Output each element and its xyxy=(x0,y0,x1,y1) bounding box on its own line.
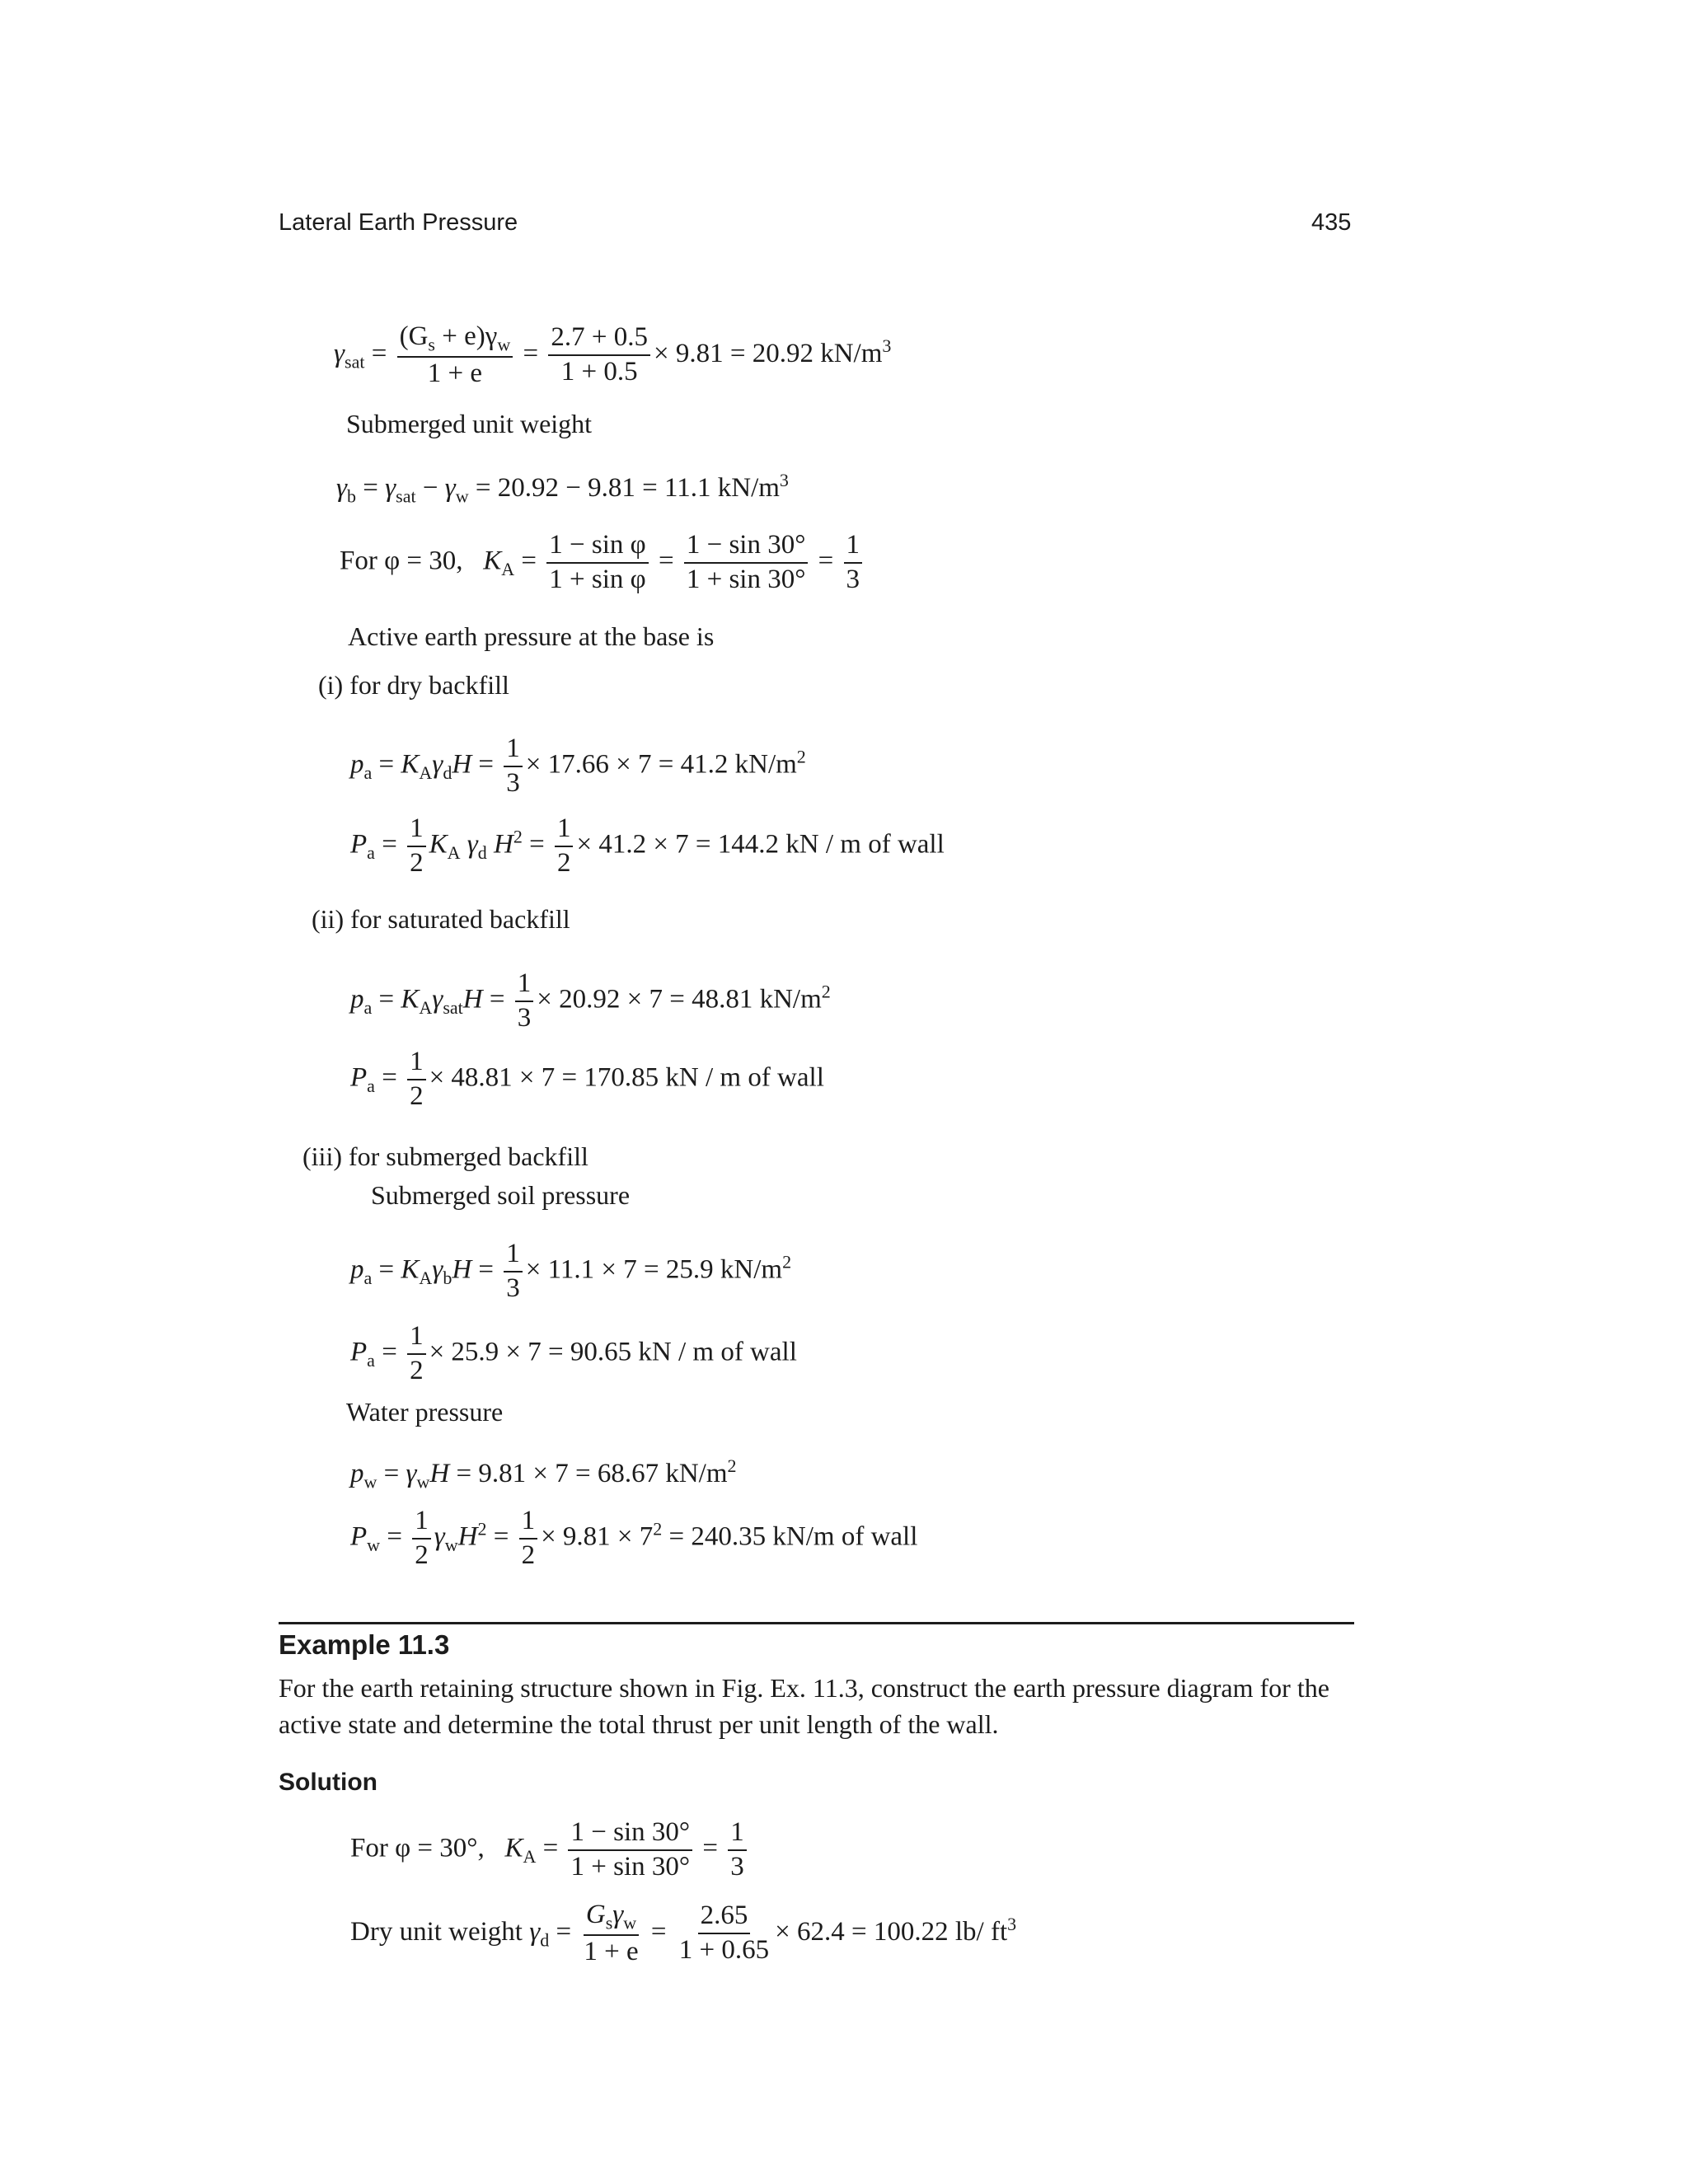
submerged-unit-weight-label: Submerged unit weight xyxy=(346,409,593,438)
gamma-sat-equation: $\gamma_{sat}$ = $\frac{(G_s + e)\gamma_w}{1 + e}$ = $\frac{2.7 + 0.5}{1 + 0.5}$ × 9.81 = 20.92 $kN/m^3$ xyxy=(334,321,892,388)
Pw-equation: $P_w$ = $\frac{1}{2}$ $\gamma_wH^2$ = $\frac{1}{2}$ × $9.81 \times 7^2 = 240.35$ kN/m of wall xyxy=(350,1506,918,1570)
section-divider xyxy=(279,1622,1354,1624)
page-number: 435 xyxy=(1311,209,1352,236)
fraction: $\frac{1}{2}$ xyxy=(412,1506,431,1572)
fraction: $\frac{2.65}{1 + 0.65}$ xyxy=(678,1900,770,1966)
pw-equation: $p_w = \gamma_wH = 9.81 \times 7 = 68.67$ $kN/m^2$ xyxy=(350,1455,737,1493)
sat-pa-equation: $p_a = K_A\gamma_{sat}H$ = $\frac{1}{3}$ × 20.92 × 7 = 48.81 $kN/m^2$ xyxy=(350,968,831,1033)
case-iii-label: (iii) for submerged backfill xyxy=(302,1141,588,1171)
sat-Pa-equation: $P_a$ = $\frac{1}{2}$ × 48.81 × 7 = 170.85 kN / m of wall xyxy=(350,1047,824,1111)
dry-pa-equation: $p_a = K_A\gamma_dH$ = $\frac{1}{3}$ × 17.66 × 7 = 41.2 $kN/m^2$ xyxy=(350,733,806,798)
gamma-b-equation: $\gamma_b = \gamma_{sat} - \gamma_w = 20.92 - 9.81 = 11.1$ $kN/m^3$ xyxy=(336,470,789,507)
fraction: $\frac{2.7 + 0.5}{1 + 0.5}$ xyxy=(548,322,650,388)
fraction: $\frac{(G_s + e)\gamma_w}{1 + e}$ xyxy=(397,321,513,390)
running-title: Lateral Earth Pressure xyxy=(279,209,518,236)
example-text-line-1: For the earth retaining structure shown in Fig. Ex. 11.3, construct the earth pressure diagram for the xyxy=(279,1673,1329,1703)
solution-heading: Solution xyxy=(279,1769,377,1796)
sub-pa-equation: $p_a = K_A\gamma_bH$ = $\frac{1}{3}$ × 11.1 × 7 = 25.9 $kN/m^2$ xyxy=(350,1239,792,1303)
fraction: $\frac{1 - \sin 30^\circ}{1 + \sin 30^\circ}$ xyxy=(684,530,809,596)
water-pressure-label: Water pressure xyxy=(346,1397,504,1427)
fraction: $\frac{1}{2}$ xyxy=(407,1321,426,1387)
fraction: $\frac{1}{2}$ xyxy=(555,813,574,879)
example-title: Example 11.3 xyxy=(279,1629,450,1660)
example-dry-unit-weight-equation: Dry unit weight $\gamma_d$ = $\frac{G_s\gamma_w}{1 + e}$ = $\frac{2.65}{1 + 0.65}$ × 62.4 = 100.22 lb/ $ft^3$ xyxy=(350,1900,1017,1966)
fraction: $\frac{\text{1 − sin φ}}{\text{1 + sin φ}}$ xyxy=(546,530,648,596)
case-i-label: (i) for dry backfill xyxy=(318,670,509,700)
fraction: $\frac{1}{2}$ xyxy=(407,1047,426,1113)
fraction: $\frac{1}{2}$ xyxy=(407,813,426,879)
fraction: $\frac{1}{3}$ xyxy=(515,968,534,1034)
fraction: $\frac{1}{2}$ xyxy=(519,1506,538,1572)
fraction: $\frac{1}{3}$ xyxy=(728,1817,747,1883)
example-ka-equation: For φ = 30°, $K_A$ = $\frac{1 - \sin 30^\circ}{1 + \sin 30^\circ}$ = $\frac{1}{3}$ xyxy=(350,1817,750,1883)
active-pressure-label: Active earth pressure at the base is xyxy=(348,621,715,651)
fraction: $\frac{1}{3}$ xyxy=(844,530,863,596)
fraction: $\frac{1 - \sin 30^\circ}{1 + \sin 30^\circ}$ xyxy=(568,1817,692,1883)
ka-equation: For φ = 30, $K_A$ = $\frac{\text{1 − sin φ}}{\text{1 + sin φ}}$ = $\frac{1 - \sin 30^\circ}{1 + \sin 30^\circ}$ = $\frac{1}{3}$ xyxy=(340,530,865,596)
submerged-soil-label: Submerged soil pressure xyxy=(371,1180,631,1210)
sub-Pa-equation: $P_a$ = $\frac{1}{2}$ × 25.9 × 7 = 90.65 kN / m of wall xyxy=(350,1321,797,1385)
fraction: $\frac{G_s\gamma_w}{1 + e}$ xyxy=(584,1900,639,1966)
fraction: $\frac{1}{3}$ xyxy=(504,1239,523,1305)
example-text-line-2: active state and determine the total thrust per unit length of the wall. xyxy=(279,1709,999,1739)
case-ii-label: (ii) for saturated backfill xyxy=(312,904,570,934)
fraction: $\frac{1}{3}$ xyxy=(504,733,523,799)
dry-Pa-equation: $P_a$ = $\frac{1}{2}$ $K_A$ $\gamma_d$ $H^2$ = $\frac{1}{2}$ × 41.2 × 7 = 144.2 kN / m of wall xyxy=(350,813,945,878)
